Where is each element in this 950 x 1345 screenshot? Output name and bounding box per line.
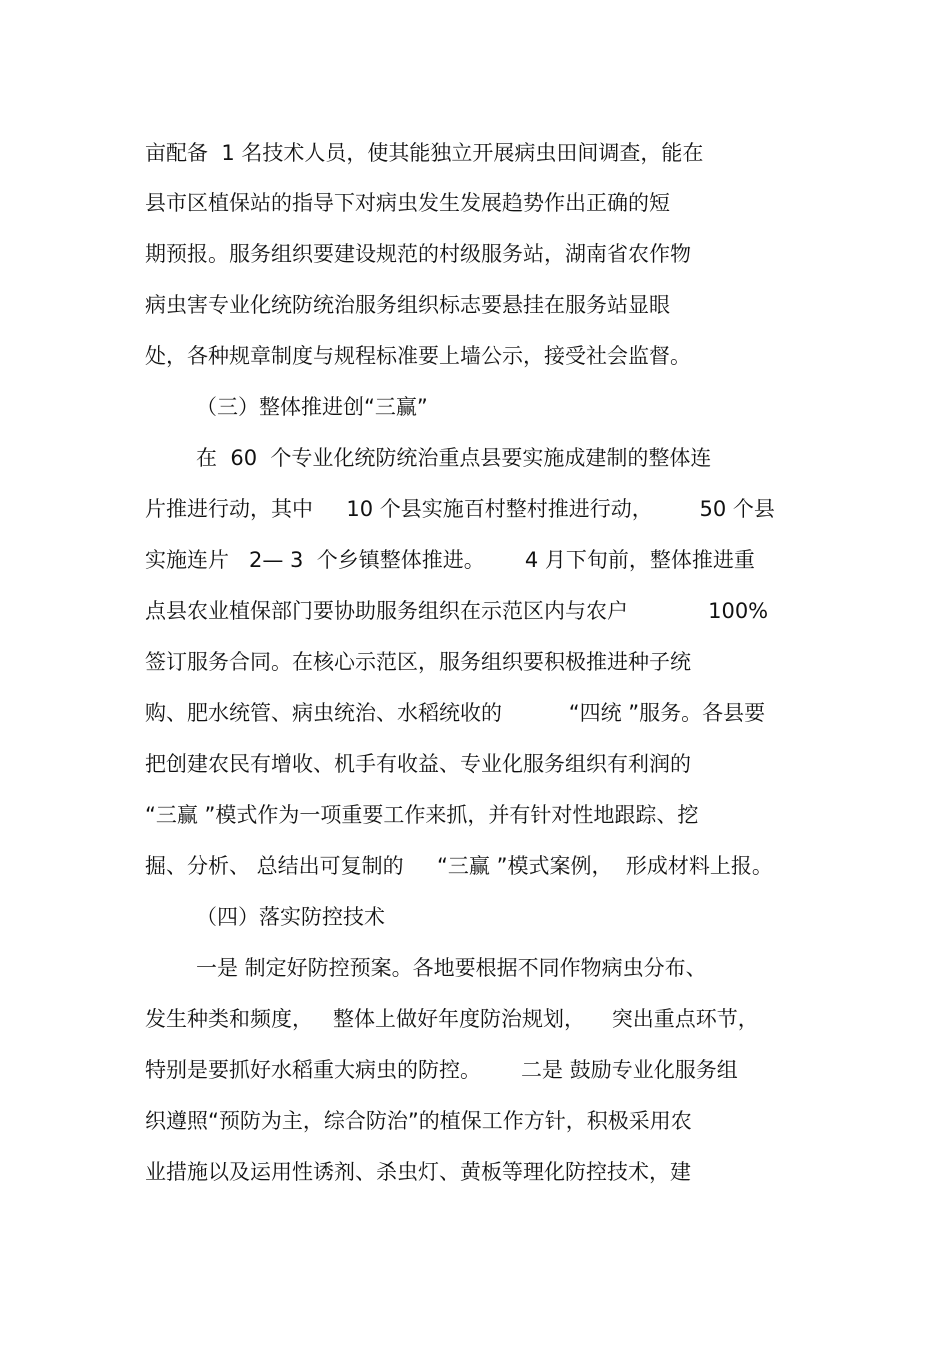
text-line-18: 发生种类和频度， 整体上做好年度防治规划， 突出重点环节， xyxy=(145,1007,759,1031)
text-line-1: 亩配备 1 名技术人员，使其能独立开展病虫田间调查，能在 xyxy=(145,141,704,165)
text-line-21: 业措施以及运用性诱剂、杀虫灯、黄板等理化防控技术，建 xyxy=(145,1160,691,1184)
text-line-2: 县市区植保站的指导下对病虫发生发展趋势作出正确的短 xyxy=(145,191,670,215)
text-line-5: 处，各种规章制度与规程标准要上墙公示，接受社会监督。 xyxy=(145,344,691,368)
text-line-7: 在 60 个专业化统防统治重点县要实施成建制的整体连 xyxy=(196,446,712,470)
text-line-11: 签订服务合同。在核心示范区，服务组织要积极推进种子统 xyxy=(145,650,691,674)
text-line-19: 特别是要抓好水稻重大病虫的防控。 二是 鼓励专业化服务组 xyxy=(145,1058,738,1082)
text-line-13: 把创建农民有增收、机手有收益、专业化服务组织有利润的 xyxy=(145,752,691,776)
section-heading-4: （四）落实防控技术 xyxy=(196,905,385,929)
text-line-20: 织遵照“预防为主，综合防治”的植保工作方针，积极采用农 xyxy=(145,1109,692,1133)
text-line-12: 购、肥水统管、病虫统治、水稻统收的 “四统 ”服务。各县要 xyxy=(145,701,766,725)
text-line-10: 点县农业植保部门要协助服务组织在示范区内与农户 100% xyxy=(145,599,769,623)
text-line-4: 病虫害专业化统防统治服务组织标志要悬挂在服务站显眼 xyxy=(145,293,670,317)
text-line-8: 片推进行动，其中 10 个县实施百村整村推进行动， 50 个县 xyxy=(145,497,775,521)
text-line-14: “三赢 ”模式作为一项重要工作来抓，并有针对性地跟踪、挖 xyxy=(145,803,699,827)
section-heading-3: （三）整体推进创“三赢” xyxy=(196,395,428,419)
text-line-17: 一是 制定好防控预案。各地要根据不同作物病虫分布、 xyxy=(196,956,707,980)
text-line-15: 掘、分析、 总结出可复制的 “三赢 ”模式案例， 形成材料上报。 xyxy=(145,854,773,878)
text-line-9: 实施连片 2— 3 个乡镇整体推进。 4 月下旬前，整体推进重 xyxy=(145,548,755,572)
text-line-3: 期预报。服务组织要建设规范的村级服务站，湖南省农作物 xyxy=(145,242,691,266)
